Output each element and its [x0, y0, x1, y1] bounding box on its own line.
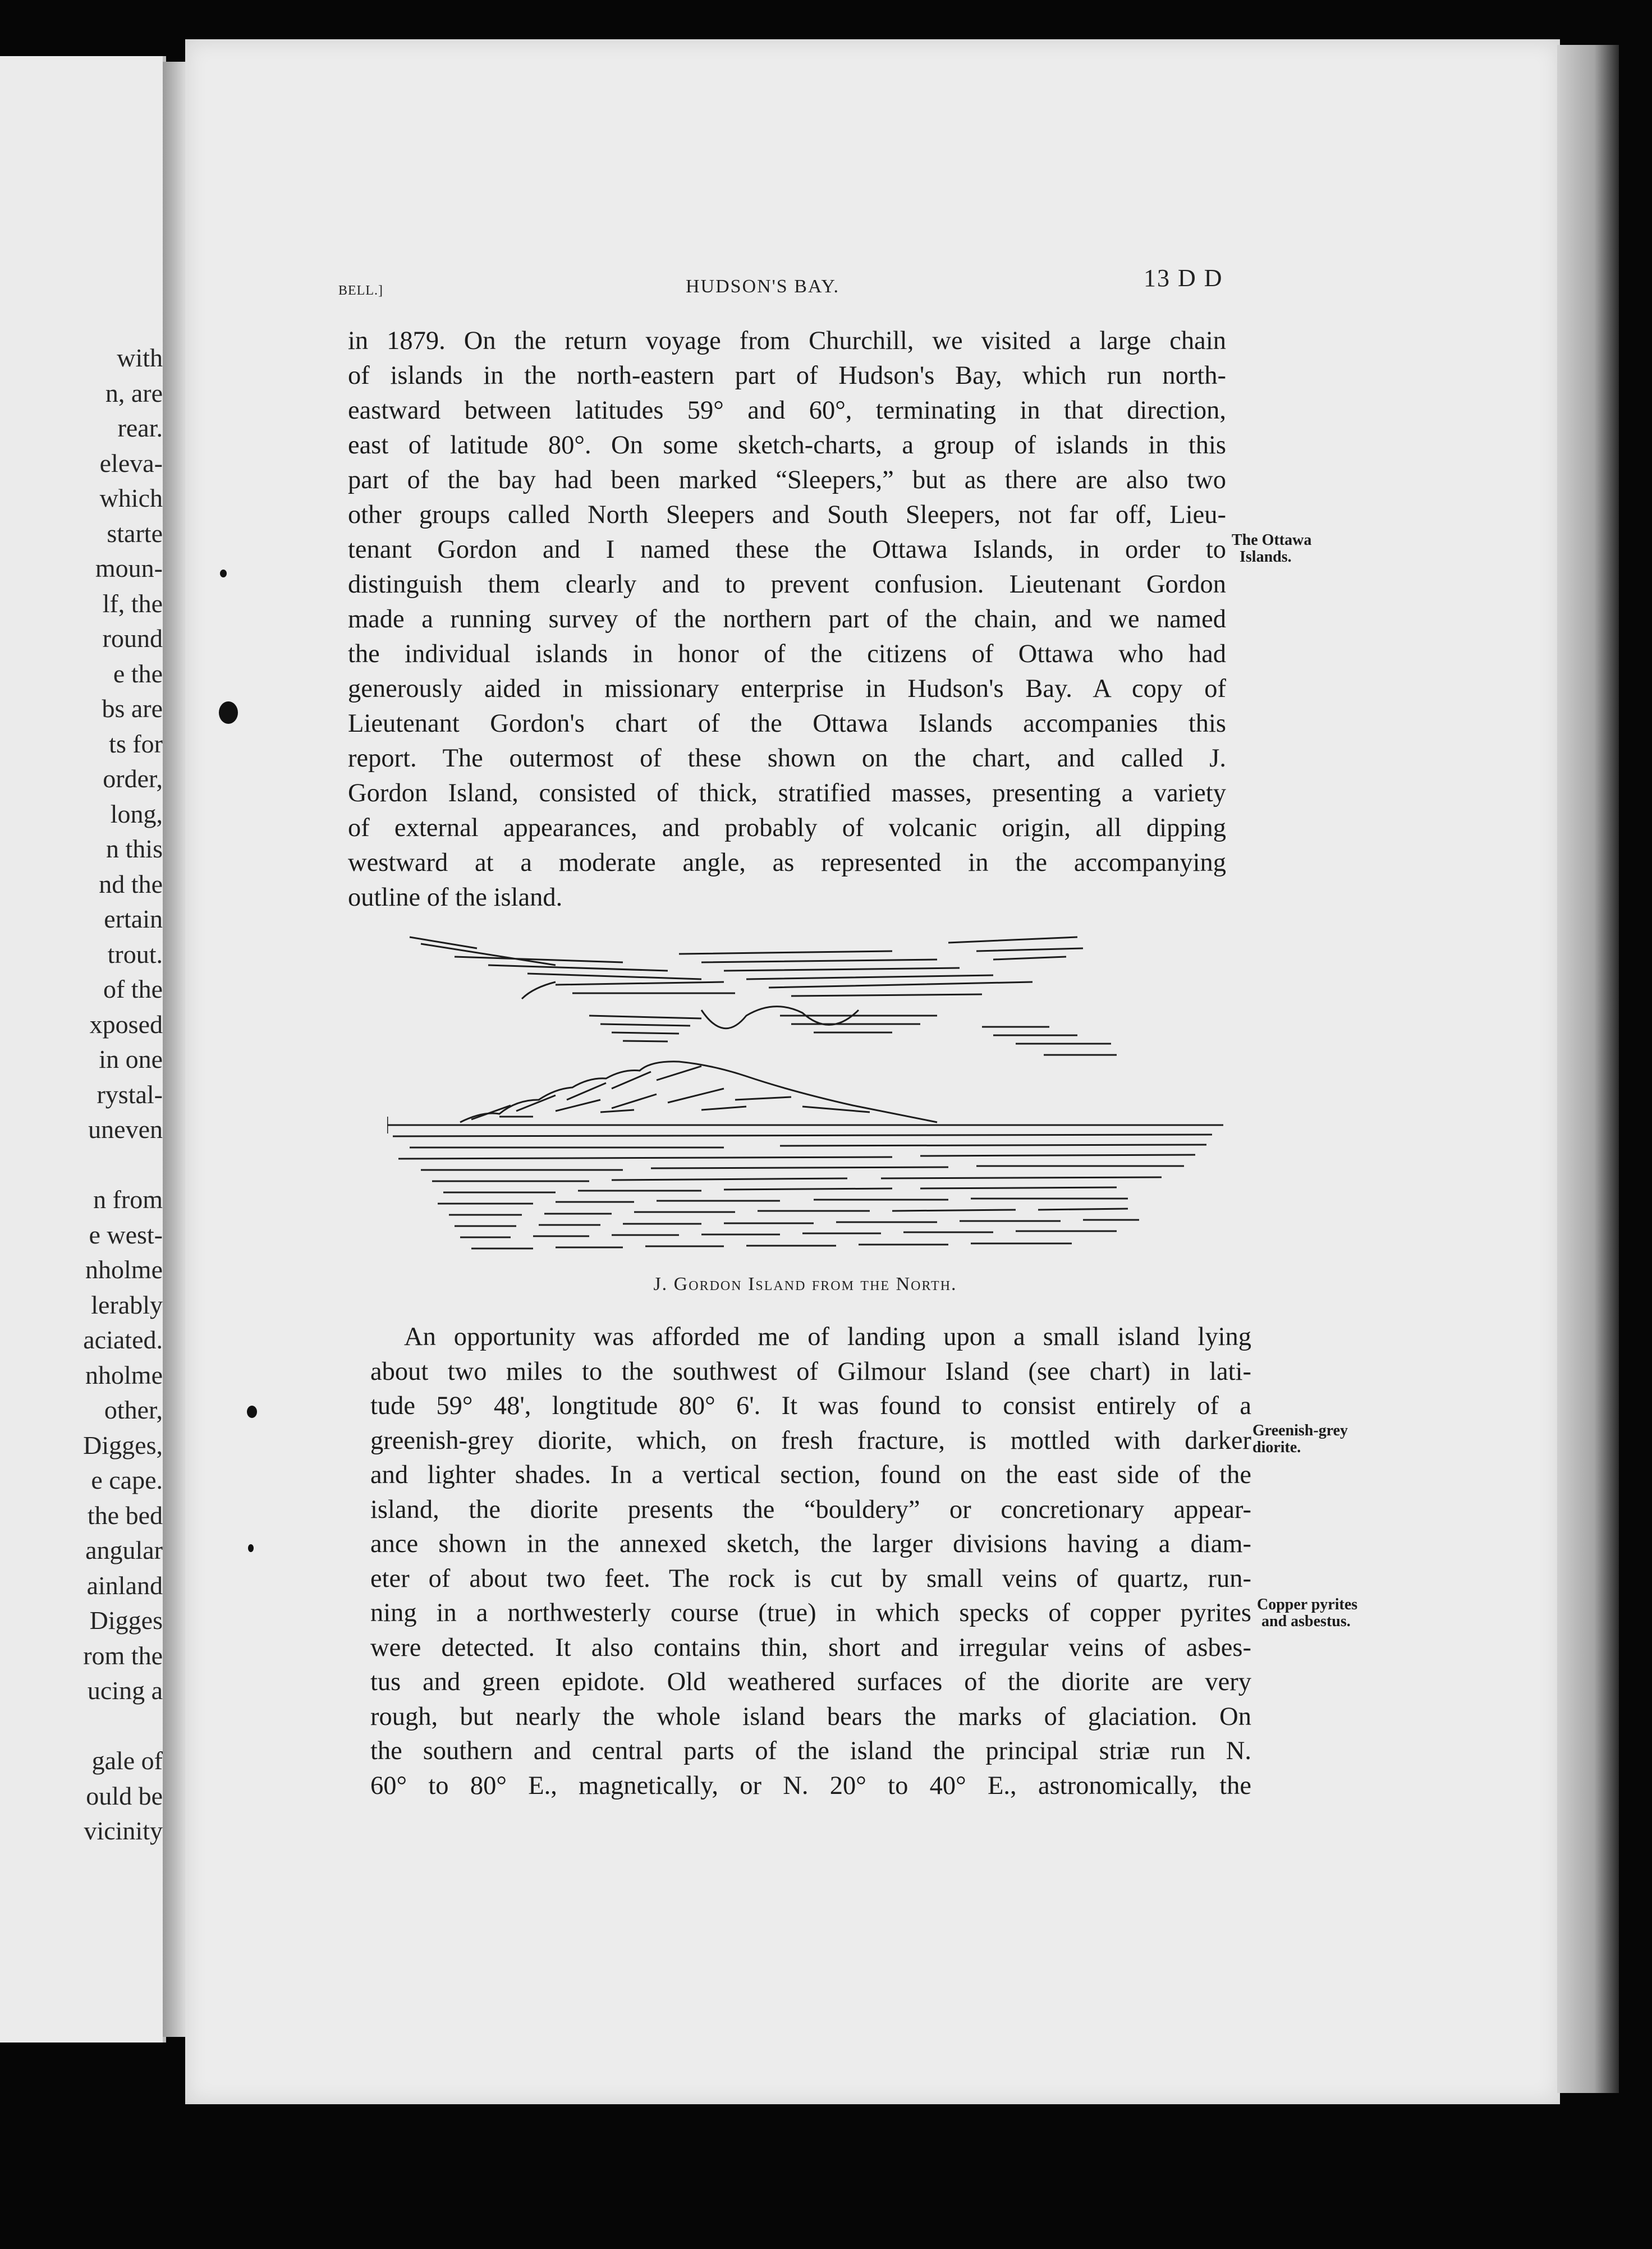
left-page-line: ucing a — [87, 1676, 163, 1705]
text-line: distinguish them clearly and to prevent confusion. Lieutenant Gordon — [348, 570, 1226, 599]
left-page-line: ould be — [86, 1781, 163, 1810]
text-line: outline of the island. — [348, 883, 563, 912]
left-page-line: with — [117, 343, 163, 372]
text-line: ance shown in the annexed sketch, the larger divisions having a diam- — [370, 1530, 1251, 1558]
text-line: Lieutenant Gordon's chart of the Ottawa Islands accompanies this — [348, 709, 1226, 738]
left-page-line: ertain — [104, 905, 163, 933]
running-author: BELL.] — [338, 283, 383, 298]
left-page-line: of the — [103, 975, 163, 1003]
left-page-line: eleva- — [99, 448, 163, 478]
margin-note-greenish-grey-diorite — [1252, 1422, 1348, 1456]
text-line: in 1879. On the return voyage from Churchill, we visited a large chain — [348, 327, 1226, 355]
text-line: Gordon Island, consisted of thick, stratified masses, presenting a variety — [348, 779, 1226, 807]
figure-caption: J. Gordon Island from the North. — [653, 1274, 957, 1295]
text-line: of islands in the north-eastern part of Hudson's Bay, which run north- — [348, 361, 1226, 390]
left-page-line: ts for — [109, 729, 163, 758]
ink-speck — [220, 570, 227, 577]
text-line: report. The outermost of these shown on the chart, and called J. — [348, 744, 1226, 773]
margin-note-line: Greenish-grey — [1252, 1422, 1348, 1439]
left-page-line: moun- — [95, 554, 163, 582]
ink-speck — [219, 701, 238, 724]
left-page-line: uneven — [88, 1115, 163, 1144]
running-title: HUDSON'S BAY. — [686, 276, 839, 297]
text-line: and lighter shades. In a vertical section, found on the east side of the — [370, 1461, 1251, 1489]
margin-note-ottawa-islands — [1232, 532, 1311, 566]
left-page-line: nholme — [85, 1360, 163, 1389]
page-number: 13 D D — [1144, 264, 1223, 292]
text-line: were detected. It also contains thin, short and irregular veins of asbes- — [370, 1633, 1251, 1662]
text-line: eastward between latitudes 59° and 60°, terminating in that direction, — [348, 396, 1226, 425]
text-line: part of the bay had been marked “Sleepers,” but as there are also two — [348, 466, 1226, 494]
text-line: east of latitude 80°. On some sketch-charts, a group of islands in this — [348, 431, 1226, 460]
text-line: of external appearances, and probably of volcanic origin, all dipping — [348, 814, 1226, 842]
page-edge — [1557, 45, 1619, 2093]
margin-note-line: diorite. — [1252, 1439, 1301, 1456]
left-page-line: n from — [93, 1185, 163, 1214]
left-page-line: n this — [106, 834, 163, 863]
left-page-line: trout. — [107, 939, 163, 969]
left-page-line: Digges — [89, 1606, 163, 1635]
left-page-line: n, are — [105, 378, 163, 407]
left-page-line: which — [99, 484, 163, 512]
margin-note-line: and asbestus. — [1261, 1613, 1351, 1630]
left-page-line: angular — [85, 1536, 163, 1564]
left-page-line: xposed — [89, 1009, 163, 1039]
left-page-line: e west- — [89, 1220, 163, 1249]
left-page-line: lf, the — [102, 589, 163, 618]
text-line: ning in a northwesterly course (true) in which specks of copper pyrites — [370, 1599, 1251, 1627]
text-line: tenant Gordon and I named these the Ottawa Islands, in order to — [348, 535, 1226, 564]
left-page-line: e the — [113, 659, 163, 688]
left-page-line: rom the — [83, 1641, 163, 1670]
margin-note-line: Islands. — [1240, 548, 1292, 566]
text-line: westward at a moderate angle, as represented in the accompanying — [348, 848, 1226, 877]
text-line: the individual islands in honor of the citizens of Ottawa who had — [348, 640, 1226, 668]
left-page-line: aciated. — [83, 1325, 163, 1354]
left-page-line: bs are — [102, 694, 163, 723]
left-page-line: Digges, — [83, 1430, 163, 1459]
left-page-line: rear. — [117, 414, 163, 442]
margin-note-copper-pyrites — [1257, 1596, 1357, 1630]
ink-speck — [248, 1544, 254, 1552]
left-page-line: vicinity — [84, 1816, 163, 1845]
left-page-line: round — [102, 624, 163, 653]
text-line: rough, but nearly the whole island bears the marks of glaciation. On — [370, 1702, 1251, 1731]
left-page-line: starte — [107, 518, 163, 548]
text-line: island, the diorite presents the “bouldery” or concretionary appear- — [370, 1495, 1251, 1524]
left-page-line: rystal- — [97, 1080, 163, 1109]
text-line: the southern and central parts of the island the principal striæ run N. — [370, 1737, 1251, 1765]
text-line: tus and green epidote. Old weathered surfaces of the diorite are very — [370, 1668, 1251, 1696]
text-line: An opportunity was afforded me of landing upon a small island lying — [404, 1323, 1251, 1351]
left-page-line: the bed — [87, 1500, 163, 1530]
left-page-line: in one — [99, 1045, 163, 1073]
left-page-line: e cape. — [91, 1466, 163, 1494]
margin-note-line: The Ottawa — [1232, 531, 1312, 549]
left-page-line: nd the — [99, 869, 163, 898]
left-page-line: nholme — [85, 1255, 163, 1284]
text-line: 60° to 80° E., magnetically, or N. 20° to 40° E., astronomically, the — [370, 1771, 1251, 1800]
text-line: eter of about two feet. The rock is cut by small veins of quartz, run- — [370, 1564, 1251, 1593]
left-page-line: other, — [104, 1396, 163, 1424]
text-line: about two miles to the southwest of Gilmour Island (see chart) in lati- — [370, 1357, 1251, 1386]
left-page-line: long, — [110, 799, 163, 828]
text-line: other groups called North Sleepers and South Sleepers, not far off, Lieu- — [348, 501, 1226, 529]
margin-note-line: Copper pyrites — [1257, 1596, 1358, 1613]
text-line: tude 59° 48', longtitude 80° 6'. It was found to consist entirely of a — [370, 1392, 1251, 1420]
left-page-line: order, — [103, 764, 163, 793]
left-page-line: gale of — [91, 1746, 163, 1775]
ink-speck — [247, 1406, 257, 1418]
text-line: greenish-grey diorite, which, on fresh fracture, is mottled with darker — [370, 1426, 1251, 1455]
text-line: made a running survey of the northern part of the chain, and we named — [348, 605, 1226, 634]
left-page-line: lerably — [91, 1290, 163, 1319]
left-facing-page — [0, 56, 166, 2043]
island-sketch-figure — [387, 931, 1223, 1263]
left-page-line: ainland — [86, 1571, 163, 1600]
text-line: generously aided in missionary enterprise in Hudson's Bay. A copy of — [348, 674, 1226, 703]
